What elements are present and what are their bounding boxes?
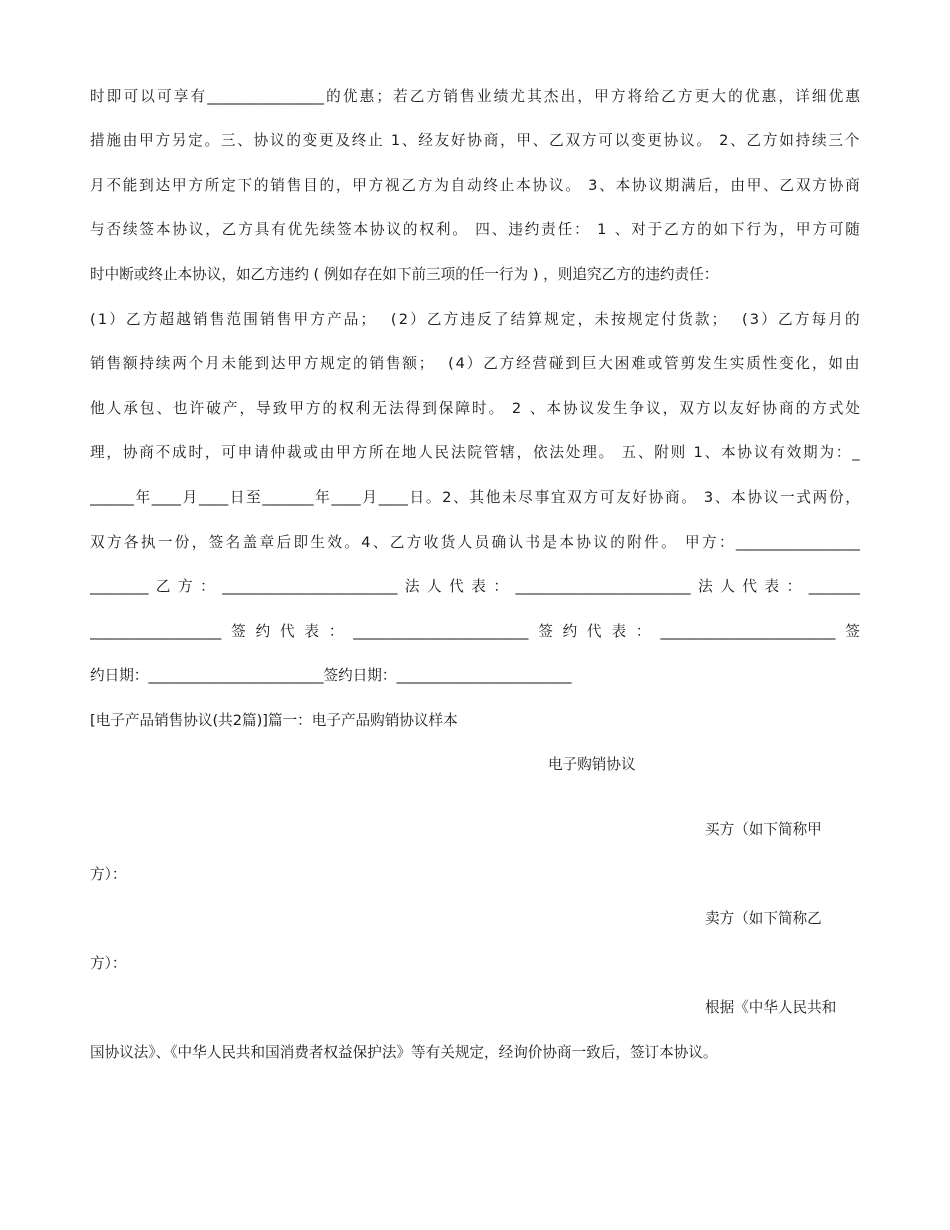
basis-start: 根据《中华人民共和 [705, 999, 837, 1016]
buyer-label-end: 方）： [90, 866, 127, 883]
seller-label: 卖方（如下简称乙 [705, 910, 822, 927]
body-line-1: 时 即 可 以 可 享 有 ________________ 的 优 惠 ； 若 乙 方 销 售 业 绩 尤 其 杰 出 ， 甲 方 将 给 乙 方 更 大 的 优 惠 ， 详 细 优 惠 [90, 88, 860, 105]
body-line-11: 双 方 各 执 一 份 ， 签 名 盖 章 后 即 生 效 。 4 、 乙 方 收 货 人 员 确 认 书 是 本 协 议 的 附 件 。 甲 方 ： _________________ [90, 534, 860, 551]
body-line-8: 他 人 承 包 、 也 许 破 产 ， 导 致 甲 方 的 权 利 无 法 得 到 保 障 时 。 2 、 本 协 议 发 生 争 议 ， 双 方 以 友 好 协 商 的 方 式 处 [90, 400, 860, 417]
contract-title: 电子购销协议 [548, 756, 636, 773]
body-line-9: 理 ， 协 商 不 成 时 ， 可 申 请 仲 裁 或 由 甲 方 所 在 地 人 民 法 院 管 辖 ， 依 法 处 理 。 五 、 附 则 1 、 本 协 议 有 效 期 为 ： _ [90, 444, 860, 461]
body-line-7: 销 售 额 持 续 两 个 月 未 能 到 达 甲 方 规 定 的 销 售 额 ； ( 4 ） 乙 方 经 营 碰 到 巨 大 困 难 或 管 剪 发 生 实 质 性 变 化 ， 如 由 [90, 355, 860, 372]
body-line-4: 与 否 续 签 本 协 议 ， 乙 方 具 有 优 先 续 签 本 协 议 的 权 利 。 四 、 违 约 责 任 ： 1 、 对 于 乙 方 的 如 下 行 为 ， 甲 方 可 随 [90, 221, 860, 238]
body-line-5: 时中断或终止本协议，如乙方违约 ( 例如存在如下前三项的任一行为 ) ，则追究乙方的违约责任： [90, 266, 719, 283]
body-line-10: ______ 年 ____ 月 ____ 日 至 _______ 年 ____ 月 ____ 日 。 2 、 其 他 未 尽 事 宜 双 方 可 友 好 协 商 。 3 、 本 协 议 一 式 两 份 ， [90, 489, 860, 506]
body-line-2: 措 施 由 甲 方 另 定 。 三 、 协 议 的 变 更 及 终 止 1 、 经 友 好 协 商 ， 甲 、 乙 双 方 可 以 变 更 协 议 。 2 、 乙 方 如 持 续 三 个 [90, 132, 860, 149]
body-line-3: 月 不 能 到 达 甲 方 所 定 下 的 销 售 目 的 ， 甲 方 视 乙 方 为 自 动 终 止 本 协 议 。 3 、 本 协 议 期 满 后 ， 由 甲 、 乙 双 方 协 商 [90, 177, 860, 194]
body-line-6: ( 1 ） 乙 方 超 越 销 售 范 围 销 售 甲 方 产 品 ； ( 2 ） 乙 方 违 反 了 结 算 规 定 ， 未 按 规 定 付 货 款 ； ( 3 ） 乙 方 每 月 的 [90, 311, 860, 328]
body-line-13: __________________ 签 约 代 表 ： ________________________ 签 约 代 表 ： ________________________ 签 [90, 623, 860, 640]
basis-end: 国协议法》、《中华人民共和国消费者权益保护法》等有关规定，经询价协商一致后，签订本协议。 [90, 1044, 718, 1061]
body-line-12: ________ 乙 方 ： ________________________ 法 人 代 表 ： ________________________ 法 人 代 表 ： _______ [90, 578, 860, 595]
buyer-label: 买方（如下简称甲 [705, 821, 822, 838]
body-line-14: 约日期：________________________签约日期：________________________ [90, 667, 572, 684]
seller-label-end: 方）： [90, 955, 127, 972]
section-heading: [电子产品销售协议(共2篇)]篇一：电子产品购销协议样本 [90, 712, 458, 729]
